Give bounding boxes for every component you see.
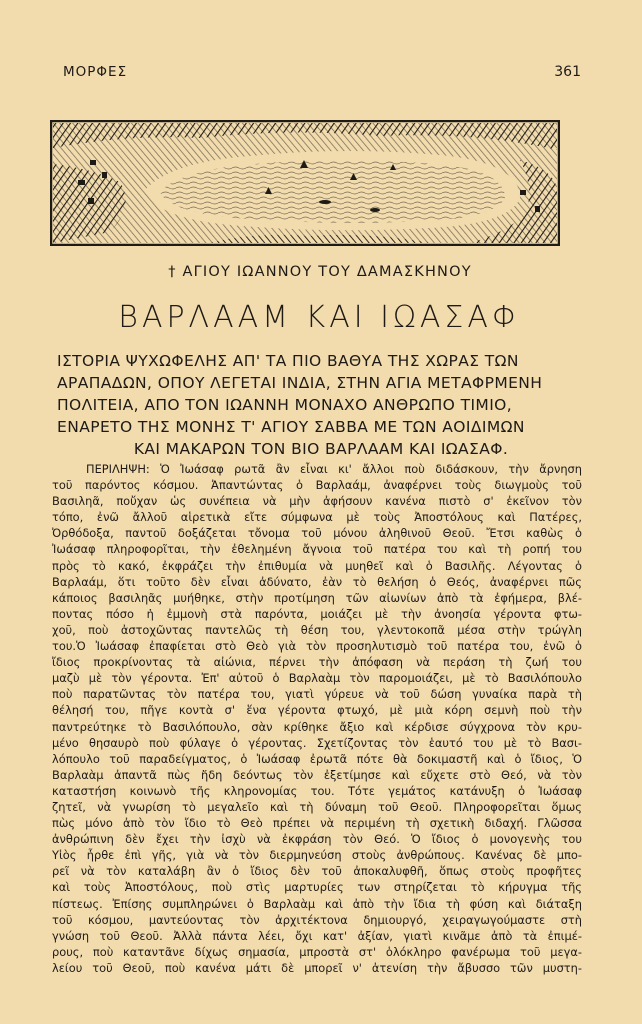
text-line: λόπουλο τοῦ παραδείγματος, ὁ Ἰωάσαφ ἐρωτᾶ πότε θὰ δοκιμαστῆ καὶ ὁ ἴδιος, Ὁ bbox=[52, 751, 582, 766]
text-line: Ἰωάσαφ πληροφορῖται, τὴν ἐθελημένη ἄγνοια τοῦ πατέρα του καὶ τὴ ροπή του bbox=[52, 542, 582, 557]
running-header bbox=[63, 64, 581, 84]
text-line: παντρεύτηκε τὸ Βασιλόπουλο, σὰν κρίθηκε ἄξιο καὶ κέρδισε σύγχρονα τὸν κρυ- bbox=[52, 719, 582, 734]
journal-name: ΜΟΡΦΕΣ bbox=[63, 64, 128, 80]
text-line: τόπο, ἐνῶ ἄλλοῦ αἱρετικὰ εἴτε σύμφωνα μὲ τοὺς Ἀποστόλους καὶ Πατέρες, bbox=[52, 510, 582, 525]
subtitle-line: ΚΑΙ ΜΑΚΑΡΩΝ ΤΟΝ ΒΙΟ ΒΑΡΛΑΑΜ ΚΑΙ ΙΩΑΣΑΦ. bbox=[133, 440, 509, 458]
text-line: του.Ὁ Ἰωάσαφ ἐπαφίεται στὸ Θεὸ γιὰ τὸν προσηλυτισμὸ τοῦ πατέρα του, ἐνῶ ὁ bbox=[52, 639, 582, 654]
text-line: ποὺ παρατῶντας τὸν πατέρα του, γιατὶ γύρευε νὰ τοῦ δώση γυναίκα παρὰ τὴ bbox=[52, 687, 582, 702]
text-line: γνώση τοῦ Θεοῦ. Ἀλλὰ πάντα λέει, ὄχι κατ' ἀξίαν, γιατὶ κινᾶμε ἀπὸ τὰ ἐπιμέ- bbox=[52, 928, 582, 943]
author-line: † ΑΓΙΟΥ ΙΩΑΝΝΟΥ ΤΟΥ ΔΑΜΑΣΚΗΝΟΥ bbox=[168, 264, 472, 280]
text-line: θέλησή του, πῆγε κοντὰ σ' ἕνα γέροντα φτωχό, μὲ μιὰ κόρη σεμνὴ ποὺ τὴν bbox=[52, 703, 582, 718]
woodcut-illustration bbox=[50, 120, 560, 246]
subtitle bbox=[57, 350, 585, 460]
text-line: τοῦ παρόντος κόσμου. Ἀπαντώντας ὁ Βαρλαάμ, ἀναφέρνει τοὺς διωγμοὺς τοῦ bbox=[52, 478, 582, 493]
text-line: καὶ τοὺς Ἀποστόλους, ποὺ στὶς μαρτυρίες των στηρίζεται τὸ κήρυγμα τῆς bbox=[52, 880, 582, 895]
text-line: ἀνθρώπινη δὲν ἔχει τὴν ἰσχὺ νὰ ἐκφράση τὸν Θεό. Ὁ ἴδιος ὁ μονογενὴς του bbox=[52, 832, 582, 847]
text-line: ρεῖ νὰ τὸν καταλάβη ἂν ὁ ἴδιος δὲν τοῦ ἀποκαλυφθῆ, ὅπως στοὺς προφῆτες bbox=[52, 864, 582, 879]
text-line: ἴδιος προκρίνοντας τὰ αἰώνια, πέρνει τὴν ἀπόφαση νὰ περάση τὴ ζωή του bbox=[52, 655, 582, 670]
text-line: πίστεως. Ἐπίσης συμπληρώνει ὁ Βαρλαὰμ καὶ ἀπὸ τὴν ἴδια τὴ φύση καὶ διάταξη bbox=[52, 896, 582, 911]
text-line: τοῦ κόσμου, μαντεύοντας τὸν ἀρχιτέκτονα δημιουργό, χειραγωγούμαστε στὴ bbox=[52, 912, 582, 927]
summary-text bbox=[52, 461, 582, 976]
text-line: μαζὺ μὲ τὸν γέροντα. Ἐπ' αὐτοῦ ὁ Βαρλαὰμ τὸν παρομοιάζει, μὲ τὸ Βασιλόπουλο bbox=[52, 671, 582, 686]
text-line: Υἱὸς ἦρθε ἐπὶ γῆς, γιὰ νὰ τὸν διερμηνεύση στοὺς ἀνθρώπους. Κανένας δὲ μπο- bbox=[52, 848, 582, 863]
page-number: 361 bbox=[554, 64, 581, 80]
text-line: καταστήση κοινωνὸ τῆς κληρονομίας του. Τότε γεμάτος κατάνυξη ὁ Ἰωάσαφ bbox=[52, 783, 582, 798]
subtitle-line: ΙΣΤΟΡΙΑ ΨΥΧΩΦΕΛΗΣ ΑΠ' ΤΑ ΠΙΟ ΒΑΘΥΑ ΤΗΣ ΧΩΡΑΣ ΤΩΝ bbox=[57, 352, 519, 370]
text-line: Βαρλαάμ, ὅτι τοῦτο δὲν εἶναι ἀδύνατο, ἐὰν τὸ θελήση ὁ Θεός, ἀναφέρνει πῶς bbox=[52, 574, 582, 589]
text-line: Βασιληᾶ, ποὔχαν ὡς συνέπεια νὰ μὴν ἀφήσουν κανένα πιστὸ σ' ἐκεῖνον τὸν bbox=[52, 494, 582, 509]
subtitle-line: ΑΡΑΠΑΔΩΝ, ΟΠΟΥ ΛΕΓΕΤΑΙ ΙΝΔΙΑ, ΣΤΗΝ ΑΓΙΑ ΜΕΤΑΦΡΜΕΝΗ bbox=[57, 374, 543, 392]
subtitle-line: ΠΟΛΙΤΕΙΑ, ΑΠΟ ΤΟΝ ΙΩΑΝΝΗ ΜΟΝΑΧΟ ΑΝΘΡΩΠΟ ΤΙΜΙΟ, bbox=[57, 396, 513, 414]
text-line: πὼς μόνο ἀπὸ τὸν ἴδιο τὸ Θεὸ πρέπει νὰ περιμένη τὴ σχετικὴ διδαχή. Γλῶσσα bbox=[52, 816, 582, 831]
text-line: Ὀρθόδοξα, παντοῦ δοξάζεται τὄνομα τοῦ μόνου ἀληθινοῦ Θεοῦ. Ἔτσι καθὼς ὁ bbox=[52, 526, 582, 541]
article-title: ΒΑΡΛΑΑΜ ΚΑΙ ΙΩΑΣΑΦ bbox=[118, 300, 522, 335]
text-line: ζητεῖ, νὰ γνωρίση τὸ μεγαλεῖο καὶ τὴ δύναμη τοῦ Θεοῦ. Πληροφορεῖται ὅμως bbox=[52, 799, 582, 814]
text-line: λείου τοῦ Θεοῦ, ποὺ κανένα μάτι δὲ μπορεῖ ν' ἀτενίση τὴν ἄβυσσο τῶν μυστη- bbox=[52, 960, 582, 975]
text-line: χοῦ, ποὺ ἀστοχῶντας παντελῶς τὴ θέση του, γλεντοκοπᾶ μέσα στὴν τρώγλη bbox=[52, 622, 582, 637]
text-line: κάποιος βασιληᾶς μυήθηκε, στὴν προτίμηση τῶν αἰωνίων ἀπὸ τὰ ἐφήμερα, βλέ- bbox=[52, 590, 582, 605]
text-line: πρὸς τὸ κακό, ἐκφράζει τὴν ἐπιθυμία νὰ μυηθεῖ καὶ ὁ Βασιλῆς. Λέγοντας ὁ bbox=[52, 558, 582, 573]
subtitle-line: ΕΝΑΡΕΤΟ ΤΗΣ ΜΟΝΗΣ Τ' ΑΓΙΟΥ ΣΑΒΒΑ ΜΕ ΤΩΝ ΑΟΙΔΙΜΩΝ bbox=[57, 418, 525, 436]
text-line: ρους, ποὺ καταντᾶνε δίχως σημασία, μπροστὰ στ' ὁλόκληρο φανέρωμα τοῦ μεγα- bbox=[52, 944, 582, 959]
text-line: μένο θησαυρὸ ποὺ φύλαγε ὁ γέροντας. Σχετίζοντας τὸν ἑαυτό του μὲ τὸ Βασι- bbox=[52, 735, 582, 750]
text-line: ΠΕΡΙΛΗΨΗ: Ὁ Ἰωάσαφ ρωτᾶ ἂν εἶναι κι' ἄλλοι ποὺ διδάσκουν, τὴν ἄρνηση bbox=[86, 462, 582, 476]
text-line: Βαρλαὰμ ἀπαντᾶ πὼς ἤδη δεόντως τὸν ἐξετίμησε καὶ εὔχετε στὸ Θεό, νὰ τὸν bbox=[52, 767, 582, 782]
text-line: ποντας πόσο ἡ ἐμμονὴ στὰ παρόντα, μοιάζει μὲ τὴν ἀνοησία γέροντα φτω- bbox=[52, 606, 582, 621]
